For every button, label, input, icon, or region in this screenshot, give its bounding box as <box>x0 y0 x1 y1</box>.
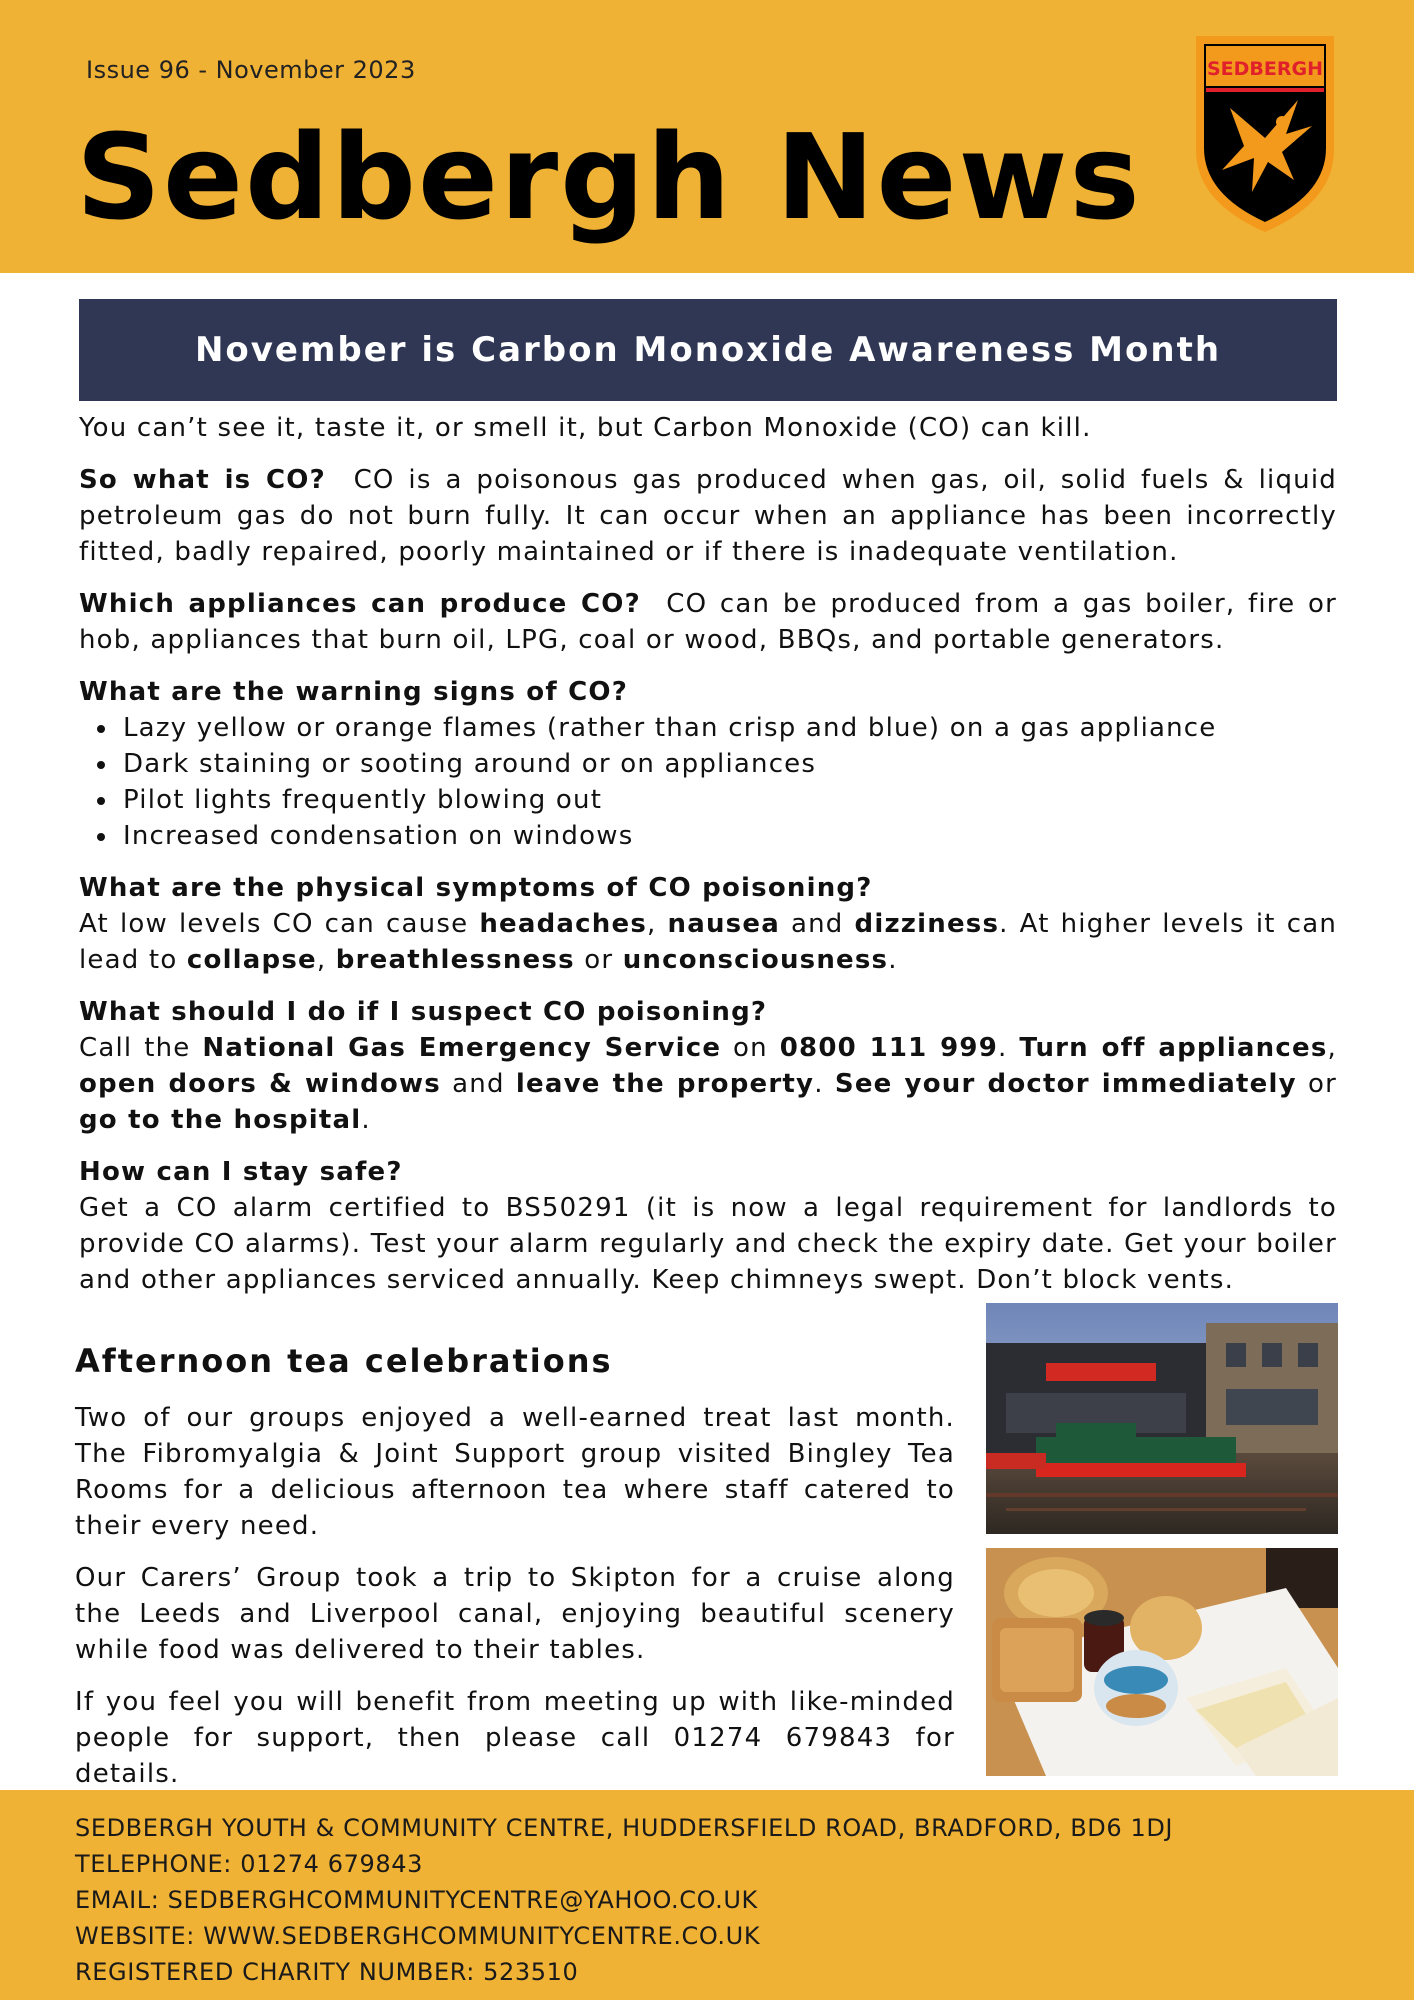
list-item: Lazy yellow or orange flames (rather than crisp and blue) on a gas appliance <box>97 710 1337 746</box>
co-awareness-banner <box>79 299 1337 401</box>
tea-paragraph: Two of our groups enjoyed a well-earned treat last month. The Fibromyalgia & Joint Support group visited Bingley Tea Rooms for a delicious afternoon tea where staff catered to their every need. <box>75 1403 955 1541</box>
bold-run: nausea <box>667 909 780 939</box>
bold-run: go to the hospital <box>79 1105 362 1135</box>
what-is-co-answer: CO is a poisonous gas produced when gas, oil, solid fuels & liquid petroleum gas do not burn fully. It can occur when an appliance has been incorrectly fitted, badly repaired, poorly maintained or if there is inadequate ventilation. <box>79 465 1337 567</box>
masthead-header <box>0 0 1414 273</box>
contact-footer <box>0 1790 1414 2000</box>
issue-line: Issue 96 - November 2023 <box>86 56 416 84</box>
bold-run: headaches <box>479 909 647 939</box>
text-run: Call the <box>79 1033 203 1063</box>
list-item: Increased condensation on windows <box>97 818 1337 854</box>
list-item: Pilot lights frequently blowing out <box>97 782 1337 818</box>
co-intro: You can’t see it, taste it, or smell it, but Carbon Monoxide (CO) can kill. <box>79 413 1092 443</box>
afternoon-tea-photo <box>986 1548 1338 1776</box>
sedbergh-crest-logo <box>1190 30 1340 236</box>
symptoms-heading: What are the physical symptoms of CO poisoning? <box>79 873 873 903</box>
list-item: Dark staining or sooting around or on appliances <box>97 746 1337 782</box>
text-run: or <box>574 945 623 975</box>
tea-paragraph: If you feel you will benefit from meeting up with like-minded people for support, then please call 01274 679843 for details. <box>75 1687 955 1789</box>
text-run: At low levels CO can cause <box>79 909 480 939</box>
text-run: . <box>888 945 898 975</box>
text-run: . <box>814 1069 835 1099</box>
bold-run: leave the property <box>515 1069 815 1099</box>
bold-run: National Gas Emergency Service <box>202 1033 722 1063</box>
bold-run: collapse <box>186 945 317 975</box>
text-run: and <box>779 909 855 939</box>
footer-email: EMAIL: SEDBERGHCOMMUNITYCENTRE@YAHOO.CO.UK <box>75 1886 758 1914</box>
footer-website: WEBSITE: WWW.SEDBERGHCOMMUNITYCENTRE.CO.UK <box>75 1922 761 1950</box>
footer-telephone: TELEPHONE: 01274 679843 <box>75 1850 423 1878</box>
banner-heading: November is Carbon Monoxide Awareness Month <box>194 330 1222 370</box>
text-run: and <box>440 1069 516 1099</box>
footer-charity-number: REGISTERED CHARITY NUMBER: 523510 <box>75 1958 579 1986</box>
canal-boat-photo <box>986 1303 1338 1534</box>
bold-run: open doors & windows <box>79 1069 441 1099</box>
newsletter-title: Sedbergh News <box>76 108 1142 246</box>
svg-text:SEDBERGH: SEDBERGH <box>1206 58 1324 80</box>
text-run: on <box>721 1033 780 1063</box>
bold-run: See your doctor immediately <box>834 1069 1297 1099</box>
text-run: . <box>361 1105 371 1135</box>
appliances-question: Which appliances can produce CO? <box>79 589 641 619</box>
suspect-paragraph <box>79 1030 1337 1138</box>
what-is-co-paragraph <box>79 462 1337 570</box>
appliances-paragraph <box>79 586 1337 658</box>
bold-run: breathlessness <box>335 945 575 975</box>
text-run: , <box>316 945 336 975</box>
what-is-co-question: So what is CO? <box>79 465 326 495</box>
afternoon-tea-article <box>75 1400 955 1808</box>
bold-run: dizziness <box>854 909 1000 939</box>
bold-run: unconsciousness <box>622 945 889 975</box>
warning-signs-list <box>97 710 1337 854</box>
text-run: , <box>647 909 668 939</box>
suspect-heading: What should I do if I suspect CO poisoning? <box>79 997 768 1027</box>
text-run: or <box>1296 1069 1337 1099</box>
warning-signs-heading: What are the warning signs of CO? <box>79 677 628 707</box>
stay-safe-paragraph: Get a CO alarm certified to BS50291 (it is now a legal requirement for landlords to provide CO alarms). Test your alarm regularly and check the expiry date. Get your boiler and other appliances serviced annually. Keep chimneys swept. Don’t block vents. <box>79 1193 1337 1295</box>
text-run: , <box>1327 1033 1337 1063</box>
symptoms-paragraph <box>79 906 1337 978</box>
emergency-phone-number: 0800 111 999 <box>779 1033 999 1063</box>
afternoon-tea-heading: Afternoon tea celebrations <box>75 1342 613 1380</box>
stay-safe-heading: How can I stay safe? <box>79 1157 403 1187</box>
co-article <box>79 410 1337 1314</box>
tea-paragraph: Our Carers’ Group took a trip to Skipton for a cruise along the Leeds and Liverpool canal, enjoying beautiful scenery while food was delivered to their tables. <box>75 1563 955 1665</box>
footer-address: SEDBERGH YOUTH & COMMUNITY CENTRE, HUDDERSFIELD ROAD, BRADFORD, BD6 1DJ <box>75 1814 1174 1842</box>
appliances-answer: CO can be produced from a gas boiler, fire or hob, appliances that burn oil, LPG, coal or wood, BBQs, and portable generators. <box>79 589 1337 655</box>
text-run: . <box>998 1033 1020 1063</box>
bold-run: Turn off appliances <box>1019 1033 1328 1063</box>
text-run: . At higher levels it can lead to <box>79 909 1338 975</box>
